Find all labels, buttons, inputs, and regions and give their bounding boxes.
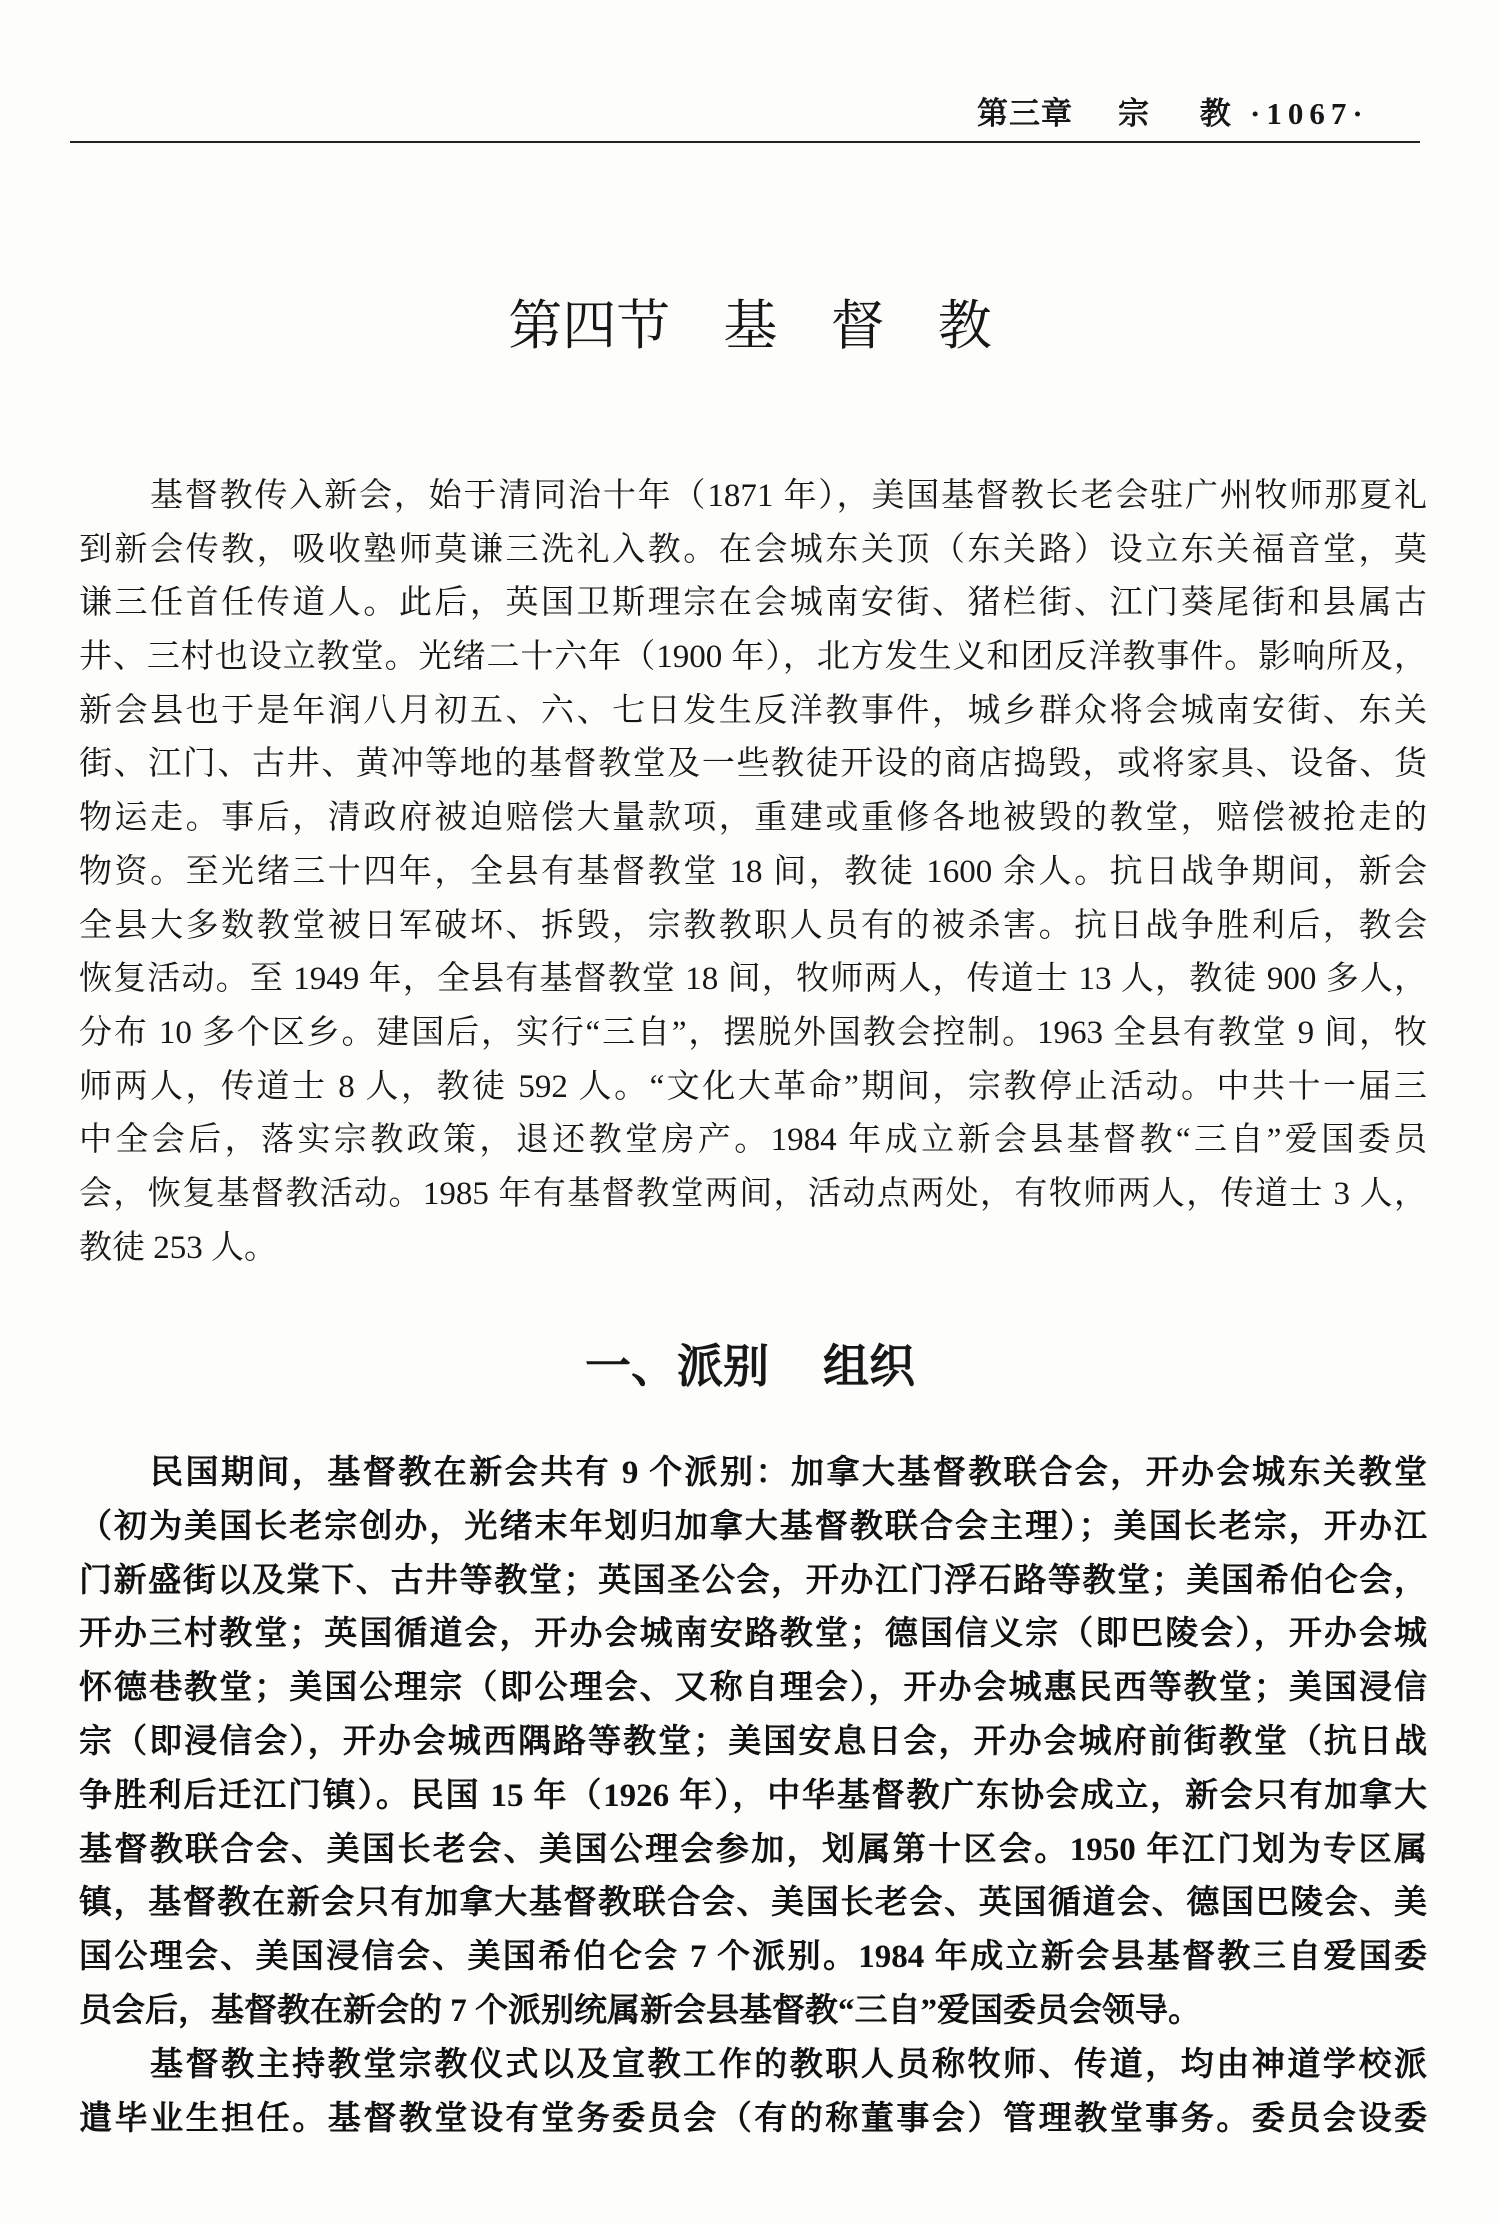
text-line: 会，恢复基督教活动。1985 年有基督教堂两间，活动点两处，有牧师两人，传道士 3 人， <box>79 1175 1427 1212</box>
text-line: 恢复活动。至 1949 年，全县有基督教堂 18 间，牧师两人，传道士 13 人，教徒 900 多人， <box>79 961 1427 998</box>
text-line: 国公理会、美国浸信会、美国希伯仑会 7 个派别。1984 年成立新会县基督教三自爱国委 <box>79 1939 1427 1976</box>
text-line: 镇，基督教在新会只有加拿大基督教联合会、美国长老会、英国循道会、德国巴陵会、美 <box>79 1885 1427 1922</box>
text-line: 师两人，传道士 8 人，教徒 592 人。“文化大革命”期间，宗教停止活动。中共十一届三 <box>79 1068 1427 1105</box>
text-line: 门新盛街以及棠下、古井等教堂；英国圣公会，开办江门浮石路等教堂；美国希伯仑会， <box>79 1562 1427 1599</box>
text-line: 分布 10 多个区乡。建国后，实行“三自”，摆脱外国教会控制。1963 全县有教堂 9 间，牧 <box>79 1014 1427 1051</box>
text-line: 争胜利后迁江门镇）。民国 15 年（1926 年），中华基督教广东协会成立，新会只有加拿大 <box>79 1777 1427 1814</box>
text-line: 员会后，基督教在新会的 7 个派别统属新会县基督教“三自”爱国委员会领导。 <box>79 1992 1201 2029</box>
text-line: 教徒 253 人。 <box>79 1229 277 1266</box>
paragraph <box>79 1447 1427 2039</box>
text-line: 物资。至光绪三十四年，全县有基督教堂 18 间，教徒 1600 余人。抗日战争期间，新会 <box>79 853 1427 890</box>
paragraph <box>79 2039 1427 2147</box>
text-line: 到新会传教，吸收塾师莫谦三洗礼入教。在会城东关顶（东关路）设立东关福音堂，莫 <box>79 531 1427 568</box>
text-line: 谦三任首任传道人。此后，英国卫斯理宗在会城南安街、猪栏街、江门葵尾街和县属古 <box>79 585 1427 622</box>
paragraph <box>79 470 1427 1275</box>
text-line: 民国期间，基督教在新会共有 9 个派别：加拿大基督教联合会，开办会城东关教堂 <box>150 1455 1427 1491</box>
chapter-topic: 宗 教 <box>1118 96 1231 132</box>
header-rule <box>70 141 1420 143</box>
text-line: 井、三村也设立教堂。光绪二十六年（1900 年），北方发生义和团反洋教事件。影响所及， <box>79 639 1427 676</box>
text-line: 基督教传入新会，始于清同治十年（1871 年），美国基督教长老会驻广州牧师那夏礼 <box>150 478 1427 514</box>
subsection-title: 一、派别 组织 <box>584 1339 915 1393</box>
section-title: 第四节 基 督 教 <box>508 294 992 357</box>
text-line: 全县大多数教堂被日军破坏、拆毁，宗教教职人员有的被杀害。抗日战争胜利后，教会 <box>79 907 1427 944</box>
text-line: 开办三村教堂；英国循道会，开办会城南安路教堂；德国信义宗（即巴陵会），开办会城 <box>79 1616 1427 1653</box>
text-line: 基督教主持教堂宗教仪式以及宣教工作的教职人员称牧师、传道，均由神道学校派 <box>150 2046 1427 2083</box>
subsection-body <box>79 1447 1427 2146</box>
chapter-label: 第三章 <box>977 96 1073 132</box>
text-line: 新会县也于是年润八月初五、六、七日发生反洋教事件，城乡群众将会城南安街、东关 <box>79 692 1427 729</box>
text-line: 遣毕业生担任。基督教堂设有堂务委员会（有的称董事会）管理教堂事务。委员会设委 <box>79 2100 1427 2137</box>
text-line: 宗（即浸信会），开办会城西隅路等教堂；美国安息日会，开办会城府前街教堂（抗日战 <box>79 1723 1427 1760</box>
text-line: 物运走。事后，清政府被迫赔偿大量款项，重建或重修各地被毁的教堂，赔偿被抢走的 <box>79 800 1427 837</box>
text-line: 基督教联合会、美国长老会、美国公理会参加，划属第十区会。1950 年江门划为专区属 <box>79 1831 1427 1868</box>
text-line: 怀德巷教堂；美国公理宗（即公理会、又称自理会），开办会城惠民西等教堂；美国浸信 <box>79 1670 1427 1707</box>
text-line: 中全会后，落实宗教政策，退还教堂房产。1984 年成立新会县基督教“三自”爱国委员 <box>79 1122 1427 1159</box>
text-line: 街、江门、古井、黄冲等地的基督教堂及一些教徒开设的商店捣毁，或将家具、设备、货 <box>79 746 1427 783</box>
text-line: （初为美国长老宗创办，光绪末年划归加拿大基督教联合会主理）；美国长老宗，开办江 <box>79 1508 1427 1545</box>
page-number: ·1067· <box>1250 96 1369 131</box>
